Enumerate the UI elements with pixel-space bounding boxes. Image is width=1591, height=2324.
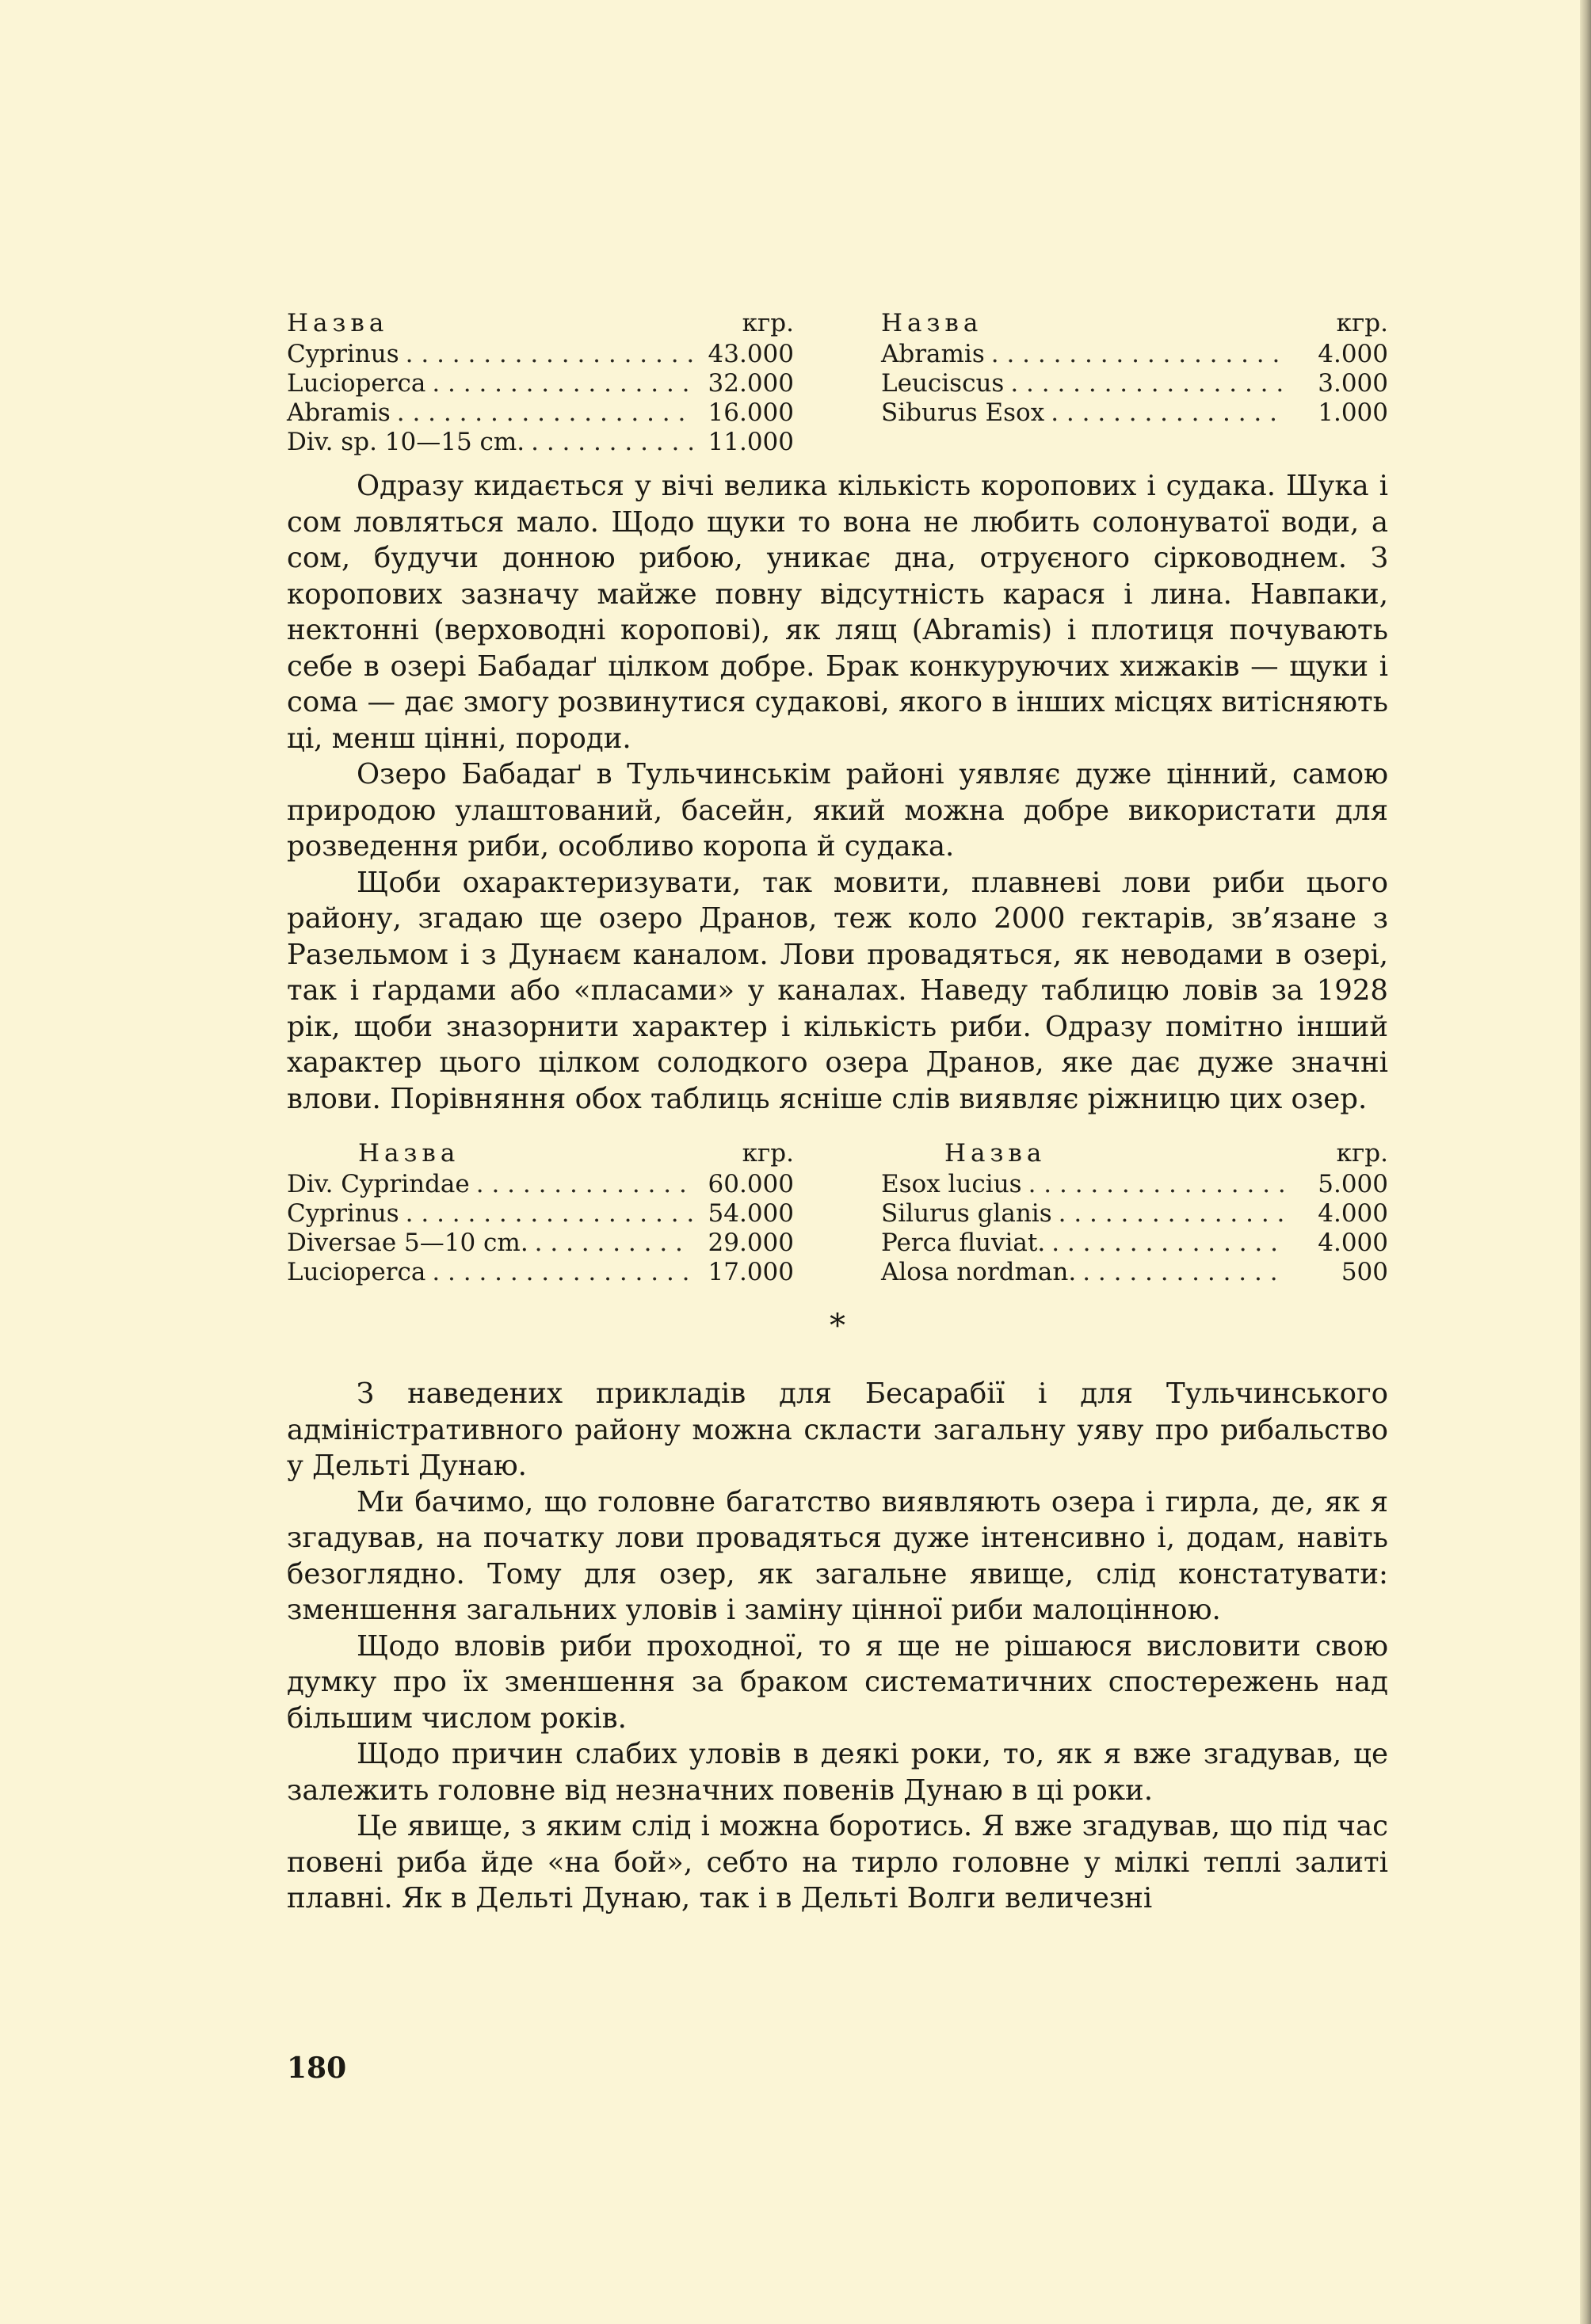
table1-right-column [881, 309, 1388, 457]
table-header [287, 1139, 794, 1168]
fish-name: Silurus glanis [881, 1199, 1052, 1228]
leader-dots [406, 1199, 692, 1229]
catch-value: 32.000 [708, 369, 794, 398]
catch-value: 500 [1341, 1258, 1388, 1286]
leader-dots [1082, 1258, 1287, 1287]
fish-name: Perca fluviat. [881, 1229, 1046, 1257]
paragraph: Одразу кидається у вічі велика кількість коропових і судака. Шука і сом ловляться мало. Щодо щуки то вона не любить солонуватої води, а сом, будучи донною рибою, уникає дна, отруєного сірководнем. З коропових зазначу майже повну відсутність карася і лина. Навпаки, нектонні (верховодні коропові), як лящ (Abramis) і плотиця почувають себе в озері Бабадаґ цілком добре. Брак конкуруючих хижаків — щуки і сома — дає змогу розвинутися судакові, якого в інших місцях витісняють ці, менш цінні, породи. [287, 470, 1388, 755]
fish-name: Leuciscus [881, 369, 1005, 398]
leader-dots [1051, 1229, 1287, 1258]
fish-name: Diversae 5—10 cm. [287, 1229, 528, 1257]
catch-value: 60.000 [708, 1170, 794, 1198]
fish-name: Abramis [881, 340, 985, 368]
page-content [287, 309, 1388, 1917]
table-row [881, 1258, 1388, 1287]
paragraph: Щоби охарактеризувати, так мовити, плавневі лови риби цього району, згадаю ще озеро Дранов, теж коло 2000 гектарів, зв’язане з Разельмом і з Дунаєм каналом. Лови провадяться, як неводами в озері, так і ґардами або «пласами» у каналах. Наведу таблицю ловів за 1928 рік, щоби зназорнити характер і кількість риби. Одразу помітно інший характер цього цілком солодкого озера Дранов, яке дає дуже значні влови. Порівняння обох таблиць ясніше слів виявляє ріжницю цих озер. [287, 866, 1388, 1115]
table2-right-column [881, 1139, 1388, 1287]
header-unit: кгр. [742, 1139, 794, 1168]
paragraph: Озеро Бабадаґ в Тульчинськім районі уявляє дуже цінний, самою природою улаштований, басейн, який можна добре використати для розведення риби, особливо коропа й судака. [287, 758, 1388, 863]
table-row [881, 398, 1388, 428]
paragraph: Ми бачимо, що головне багатство виявляють озера і гирла, де, як я згадував, на початку лови провадяться дуже інтенсивно і, додам, навіть безоглядно. Тому для озер, як загальне явище, слід констатувати: зменшення загальних уловів і заміну цінної риби малоцінною. [287, 1485, 1388, 1626]
fish-name: Cyprinus [287, 1199, 399, 1228]
table-header [287, 309, 794, 338]
table-row [881, 1229, 1388, 1258]
paragraph: Щодо причин слабих уловів в деякі роки, то, як я вже згадував, це залежить головне від незначних повенів Дунаю в ці роки. [287, 1738, 1388, 1807]
catch-table-babadag [287, 309, 1388, 457]
fish-name: Lucioperca [287, 1258, 426, 1286]
catch-value: 5.000 [1318, 1170, 1388, 1198]
leader-dots [535, 1229, 692, 1258]
table-header [881, 1139, 1388, 1168]
leader-dots [1028, 1170, 1287, 1199]
catch-value: 29.000 [708, 1229, 794, 1257]
catch-value: 16.000 [708, 398, 794, 427]
leader-dots [991, 340, 1287, 369]
table-row [287, 369, 794, 398]
catch-value: 4.000 [1318, 1229, 1388, 1257]
table-row [287, 398, 794, 428]
header-name: Назва [287, 309, 389, 337]
leader-dots [1059, 1199, 1287, 1229]
fish-name: Div. sp. 10—15 cm. [287, 428, 525, 456]
catch-value: 43.000 [708, 340, 794, 368]
paragraph: Щодо вловів риби проходної, то я ще не рішаюся висловити свою думку про їх зменшення за браком систематичних спостережень над більшим числом років. [287, 1629, 1388, 1735]
table-row [881, 1170, 1388, 1199]
page-number: 180 [287, 2052, 347, 2085]
table-row [287, 428, 794, 457]
table2-left-column [287, 1139, 794, 1287]
fish-name: Abramis [287, 398, 391, 427]
catch-value: 17.000 [708, 1258, 794, 1286]
table-row [287, 1258, 794, 1287]
leader-dots [406, 340, 692, 369]
leader-dots [476, 1170, 692, 1199]
table-row [881, 1199, 1388, 1229]
table-row [881, 340, 1388, 369]
table-row [287, 1229, 794, 1258]
fish-name: Cyprinus [287, 340, 399, 368]
page-edge-shadow [1580, 0, 1591, 2324]
table-row [287, 340, 794, 369]
header-unit: кгр. [1336, 309, 1388, 337]
leader-dots [432, 1258, 692, 1287]
fish-name: Siburus Esox [881, 398, 1045, 427]
leader-dots [1051, 398, 1287, 428]
fish-name: Div. Cyprindae [287, 1170, 470, 1198]
catch-table-dranov [287, 1139, 1388, 1287]
fish-name: Alosa nordman. [881, 1258, 1077, 1286]
leader-dots [432, 369, 692, 398]
paragraph: Це явище, з яким слід і можна боротись. Я вже згадував, що під час повені риба йде «на бой», себто на тирло головне у мілкі теплі залиті плавні. Як в Дельті Дунаю, так і в Дельті Волги величезні [287, 1810, 1388, 1914]
table1-left-column [287, 309, 794, 457]
catch-value: 4.000 [1318, 1199, 1388, 1228]
table-row [287, 1170, 794, 1199]
header-unit: кгр. [742, 309, 794, 337]
header-unit: кгр. [1336, 1139, 1388, 1168]
header-name: Назва [944, 1139, 1047, 1168]
table-row [881, 369, 1388, 398]
table-row [287, 1199, 794, 1229]
header-name: Назва [358, 1139, 460, 1168]
catch-value: 4.000 [1318, 340, 1388, 368]
leader-dots [531, 428, 692, 457]
catch-value: 3.000 [1318, 369, 1388, 398]
leader-dots [397, 398, 692, 428]
leader-dots [1010, 369, 1287, 398]
table-header [881, 309, 1388, 338]
fish-name: Esox lucius [881, 1170, 1022, 1198]
header-name: Назва [881, 309, 983, 337]
catch-value: 54.000 [708, 1199, 794, 1228]
section-separator: * [830, 1308, 845, 1344]
paragraph: З наведених прикладів для Бесарабії і для Тульчинського адміністративного району можна скласти загальну уяву про рибальство у Дельті Дунаю. [287, 1377, 1388, 1482]
catch-value: 1.000 [1318, 398, 1388, 427]
fish-name: Lucioperca [287, 369, 426, 398]
catch-value: 11.000 [708, 428, 794, 456]
